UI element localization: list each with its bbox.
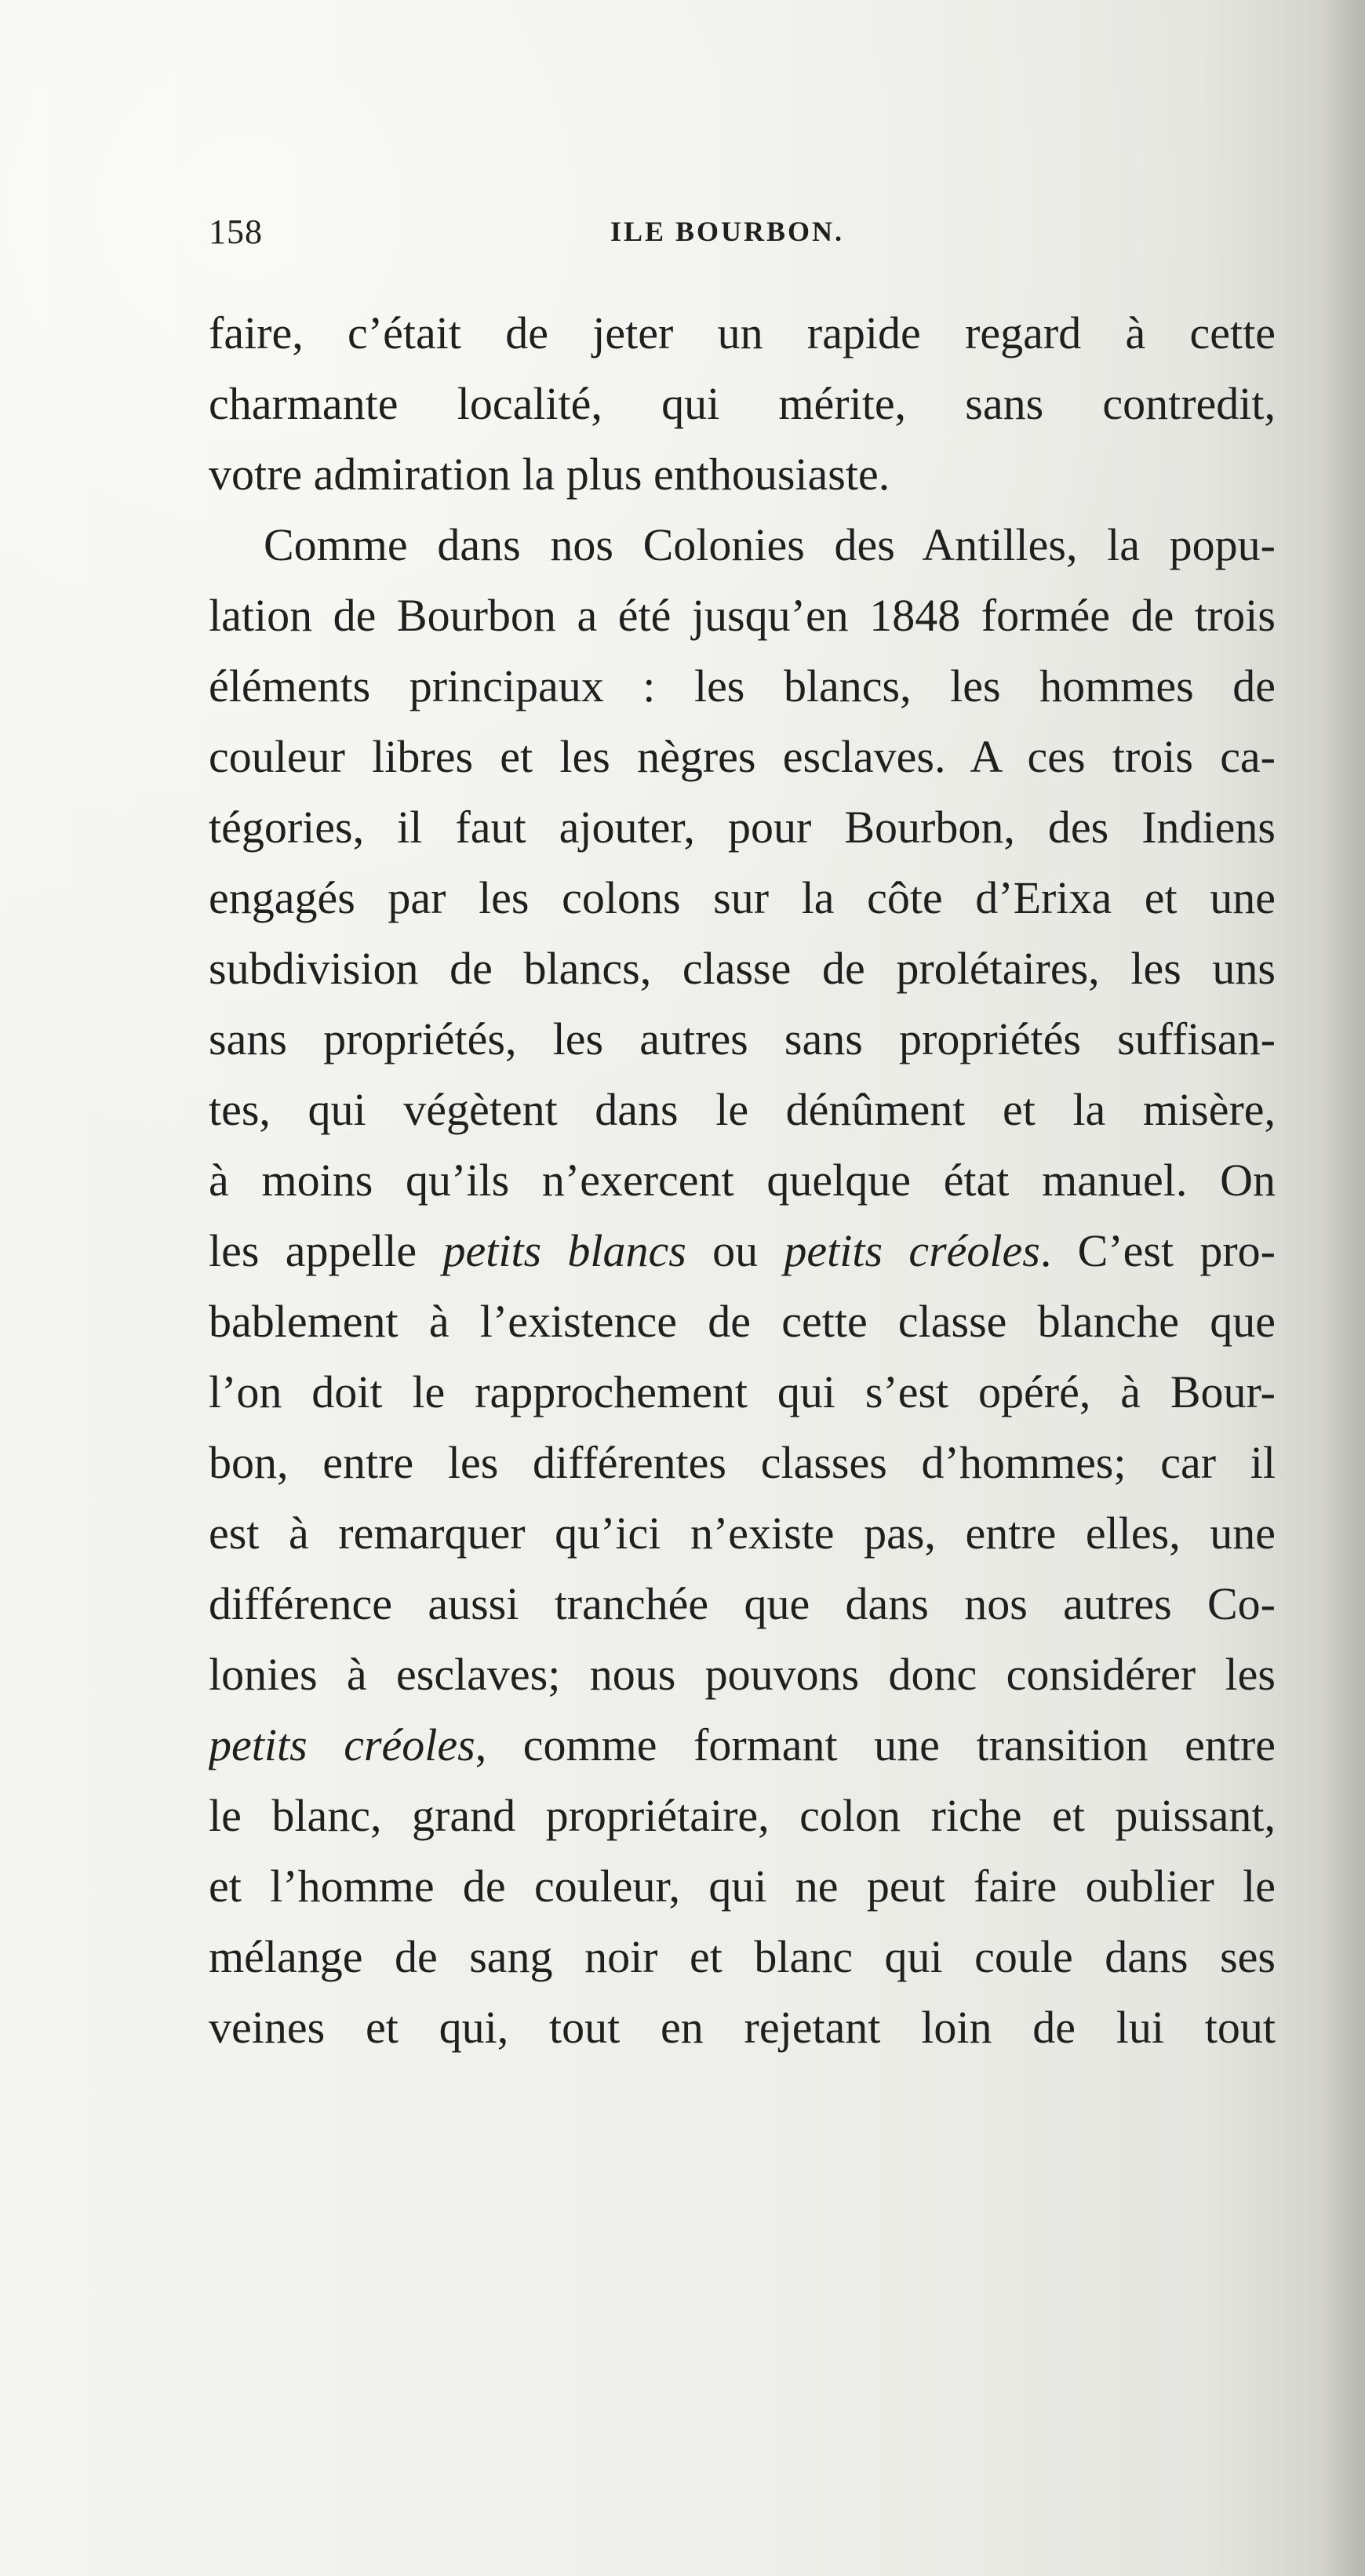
text-line: lation de Bourbon a été jusqu’en 1848 formée de trois <box>209 590 1276 641</box>
italic-term-petits-creoles: petits créoles <box>209 1719 475 1770</box>
text-line: tégories, il faut ajouter, pour Bourbon, des Indiens <box>209 802 1276 853</box>
text-line: charmante localité, qui mérite, sans contredit, <box>209 378 1276 429</box>
text-line: faire, c’était de jeter un rapide regard à cette <box>209 307 1276 358</box>
text-line: le blanc, grand propriétaire, colon riche et puissant, <box>209 1790 1276 1841</box>
text-line: l’on doit le rapprochement qui s’est opéré, à Bour- <box>209 1366 1276 1417</box>
text-line: différence aussi tranchée que dans nos autres Co- <box>209 1578 1276 1629</box>
text-line: éléments principaux : les blancs, les hommes de <box>209 660 1276 711</box>
text-line: bon, entre les différentes classes d’hommes; car il <box>209 1437 1276 1488</box>
text-segment: ou <box>686 1225 784 1276</box>
text-line: sans propriétés, les autres sans propriétés suffisan- <box>209 1013 1276 1064</box>
text-segment: , comme formant une transition entre <box>475 1719 1276 1770</box>
paragraph-first-line: Comme dans nos Colonies des Antilles, la popu- <box>264 519 1276 570</box>
text-line: bablement à l’existence de cette classe blanche que <box>209 1296 1276 1347</box>
text-segment: les appelle <box>209 1225 443 1276</box>
page-number: 158 <box>209 213 263 251</box>
text-line: tes, qui végètent dans le dénûment et la misère, <box>209 1084 1276 1135</box>
text-line: subdivision de blancs, classe de prolétaires, les uns <box>209 943 1276 994</box>
text-segment: . C’est pro- <box>1039 1225 1276 1276</box>
italic-term-petits-blancs: petits blancs <box>442 1225 686 1276</box>
text-line: engagés par les colons sur la côte d’Erixa et une <box>209 872 1276 923</box>
text-line: veines et qui, tout en rejetant loin de lui tout <box>209 2002 1276 2053</box>
italic-term-petits-creoles: petits créoles <box>784 1225 1040 1276</box>
text-line: mélange de sang noir et blanc qui coule dans ses <box>209 1931 1276 1982</box>
page-header <box>209 212 1276 267</box>
text-line: est à remarquer qu’ici n’existe pas, entre elles, une <box>209 1508 1276 1559</box>
text-line: lonies à esclaves; nous pouvons donc considérer les <box>209 1649 1276 1700</box>
text-line-with-italics <box>209 1216 1276 1286</box>
running-title: ILE BOURBON. <box>610 216 845 247</box>
text-line: et l’homme de couleur, qui ne peut faire oublier le <box>209 1861 1276 1912</box>
text-line-with-italics <box>209 1710 1276 1781</box>
page-edge-shadow <box>1318 0 1365 2576</box>
text-line: à moins qu’ils n’exercent quelque état manuel. On <box>209 1155 1276 1206</box>
text-line: couleur libres et les nègres esclaves. A ces trois ca- <box>209 731 1276 782</box>
body-text <box>209 298 1276 2063</box>
text-line: votre admiration la plus enthousiaste. <box>209 449 890 500</box>
